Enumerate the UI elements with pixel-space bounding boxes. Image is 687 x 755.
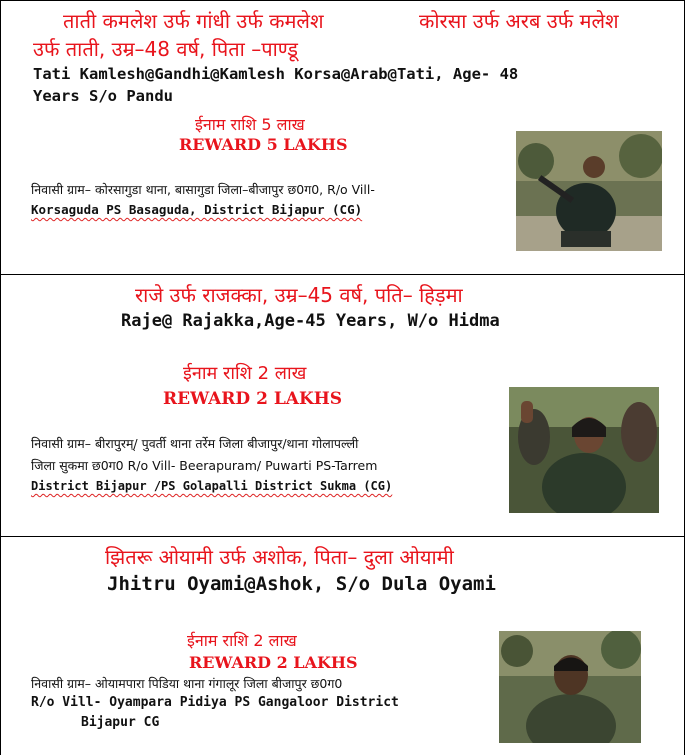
address-line-1: निवासी ग्राम– बीरापुरम्/ पुवर्ती थाना तर्रेम जिला बीजापुर/थाना गोलापल्ली [31, 436, 359, 451]
name-english: Raje@ Rajakka,Age-45 Years, W/o Hidma [121, 311, 500, 331]
address-line-1: निवासी ग्राम– ओयामपारा पिडिया थाना गंगालूर जिला बीजापुर छ0ग0 [31, 676, 343, 691]
reward-english: REWARD 2 LAKHS [163, 389, 343, 409]
reward-english: REWARD 5 LAKHS [179, 135, 348, 154]
address-line-2: R/o Vill- Oyampara Pidiya PS Gangaloor District [31, 695, 399, 710]
address-line-3: District Bijapur /PS Golapalli District Sukma (CG) [31, 479, 393, 493]
name-english: Jhitru Oyami@Ashok, S/o Dula Oyami [107, 573, 496, 595]
suspect-photo-1 [516, 131, 662, 251]
name-hindi-line-3: उर्फ ताती, उम्र–48 वर्ष, पिता –पाण्डू [33, 37, 298, 61]
name-hindi-line-1: ताती कमलेश उर्फ गांधी उर्फ कमलेश [63, 9, 324, 33]
name-english-line-2: Years S/o Pandu [33, 87, 173, 105]
profile-section-3 [0, 536, 685, 755]
reward-hindi: ईनाम राशि 5 लाख [195, 115, 305, 134]
reward-hindi: ईनाम राशि 2 लाख [187, 631, 297, 650]
address-line-2: जिला सुकमा छ0ग0 R/o Vill- Beerapuram/ Puwarti PS-Tarrem [31, 458, 378, 473]
name-english-line-1: Tati Kamlesh@Gandhi@Kamlesh Korsa@Arab@Tati, Age- 48 [33, 65, 519, 83]
reward-hindi: ईनाम राशि 2 लाख [183, 363, 307, 384]
profile-section-2 [0, 274, 685, 536]
reward-english: REWARD 2 LAKHS [189, 653, 358, 672]
profile-section-1 [0, 0, 685, 274]
address-line-2: Korsaguda PS Basaguda, District Bijapur (CG) [31, 202, 363, 217]
address-line-3: Bijapur CG [81, 715, 160, 730]
name-hindi: राजे उर्फ राजक्का, उम्र–45 वर्ष, पति– हिड़मा [135, 283, 463, 307]
name-hindi-line-2: कोरसा उर्फ अरब उर्फ मलेश [419, 9, 619, 33]
address-line-1: निवासी ग्राम– कोरसागुडा थाना, बासागुडा जिला–बीजापुर छ0ग0, R/o Vill- [31, 182, 375, 197]
suspect-photo-2 [509, 387, 659, 513]
name-hindi: झितरू ओयामी उर्फ अशोक, पिता– दुला ओयामी [105, 545, 454, 569]
suspect-photo-3 [499, 631, 641, 743]
